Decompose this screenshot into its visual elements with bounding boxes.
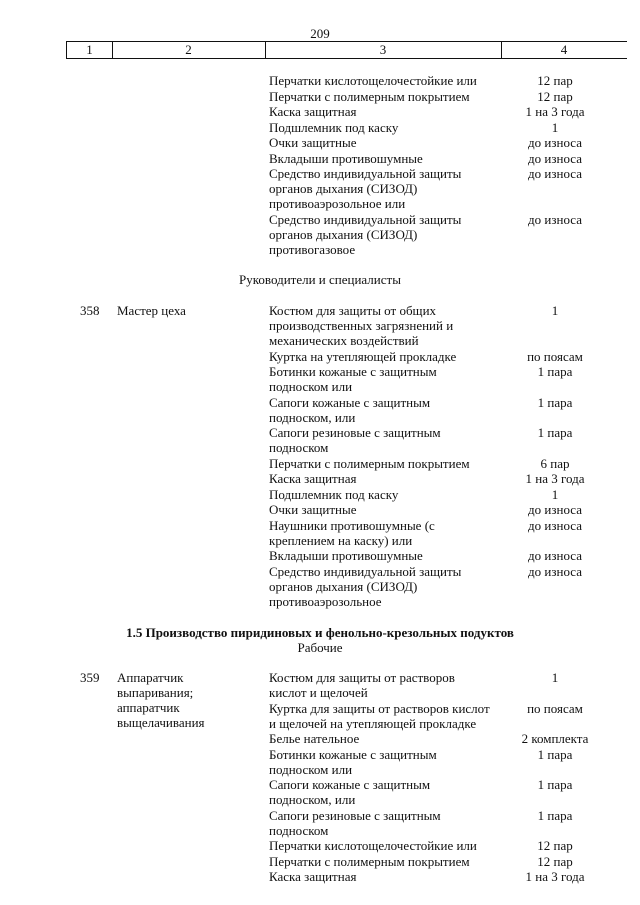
item-norm: 1 <box>551 670 559 685</box>
item-norm: 1 пара <box>537 746 573 762</box>
item-name <box>269 838 477 853</box>
item-name <box>269 303 453 348</box>
item-name-line: Куртка для защиты от растворов кислот <box>269 700 490 716</box>
item-name-line: Костюм для защиты от общих <box>269 303 437 318</box>
item-name <box>269 808 441 838</box>
item-norm: 1 <box>551 486 559 502</box>
item-norm: 1 пара <box>537 807 573 823</box>
item-norm: 1 пара <box>537 425 573 440</box>
item-name-line: Перчатки с полимерным покрытием <box>269 853 470 869</box>
item-norm: по поясам <box>527 348 583 364</box>
item-name-line: кислот и щелочей <box>269 685 368 700</box>
item-name <box>269 349 456 364</box>
item-norm: 1 пара <box>537 394 573 410</box>
entry-profession-line: Мастер цеха <box>117 303 186 318</box>
item-name-line: Средство индивидуальной защиты <box>269 166 462 181</box>
item-norm: 1 <box>551 119 559 135</box>
item-name <box>269 670 455 700</box>
item-name-line: Куртка на утепляющей прокладке <box>269 348 457 364</box>
section-heading-managers: Руководители и специалисты <box>239 272 401 287</box>
item-name <box>269 854 470 869</box>
item-name <box>269 548 423 563</box>
item-name-line: Перчатки с полимерным покрытием <box>269 455 470 471</box>
item-norm: до износа <box>528 517 582 533</box>
item-norm: до износа <box>528 211 582 227</box>
header-col-3: 3 <box>379 42 387 57</box>
item-name <box>269 731 359 746</box>
item-name-line: Наушники противошумные (с <box>269 517 435 533</box>
item-norm: 1 на 3 года <box>525 869 585 884</box>
item-name <box>269 456 470 471</box>
item-norm: 1 <box>551 303 559 318</box>
item-name <box>269 166 461 211</box>
item-name-line: Сапоги кожаные с защитным <box>269 777 431 792</box>
item-name-line: подноском или <box>269 761 353 777</box>
header-col-4: 4 <box>560 42 568 57</box>
item-name <box>269 425 441 455</box>
item-name-line: подноском <box>269 440 329 455</box>
item-norm: 2 комплекта <box>521 731 589 746</box>
item-name-line: подноском, или <box>269 792 356 807</box>
item-name-line: противоаэрозольное <box>269 593 382 609</box>
item-name <box>269 564 461 609</box>
item-name-line: органов дыхания (СИЗОД) <box>269 226 418 242</box>
item-name <box>269 502 356 517</box>
header-col-1: 1 <box>86 42 93 57</box>
item-name-line: Костюм для защиты от растворов <box>269 670 455 685</box>
item-name <box>269 135 356 150</box>
item-name-line: Каска защитная <box>269 471 357 486</box>
item-name <box>269 120 398 135</box>
entry-profession-line: выщелачивания <box>117 715 205 730</box>
item-norm: 12 пар <box>537 853 573 869</box>
item-name-line: Сапоги резиновые с защитным <box>269 425 441 440</box>
item-norm: до износа <box>528 150 582 166</box>
item-name-line: Перчатки кислотощелочестойкие или <box>269 73 477 88</box>
item-name-line: Средство индивидуальной защиты <box>269 211 462 227</box>
item-name-line: Каска защитная <box>269 104 357 119</box>
table-header <box>66 41 627 59</box>
entry-number: 358 <box>80 303 100 318</box>
item-name-line: Подшлемник под каску <box>269 486 399 502</box>
item-norm: до износа <box>528 563 582 579</box>
item-name-line: Очки защитные <box>269 502 357 517</box>
item-name <box>269 89 470 104</box>
item-norm: по поясам <box>527 700 583 716</box>
item-name-line: органов дыхания (СИЗОД) <box>269 181 418 196</box>
item-name-line: противогазовое <box>269 241 356 257</box>
item-name <box>269 701 490 731</box>
item-name-line: Подшлемник под каску <box>269 119 399 135</box>
item-name-line: подноском <box>269 822 329 838</box>
item-name <box>269 104 356 119</box>
item-name <box>269 777 430 807</box>
item-name-line: механических воздействий <box>269 333 419 348</box>
item-norm: до износа <box>528 166 582 181</box>
item-norm: 1 на 3 года <box>525 471 585 486</box>
entry-number: 359 <box>80 670 100 685</box>
item-name <box>269 73 477 88</box>
item-norm: 12 пар <box>537 88 573 104</box>
item-norm: 12 пар <box>537 73 573 88</box>
item-name-line: подноском, или <box>269 409 356 425</box>
entry-profession-line: выпаривания; <box>117 685 194 700</box>
item-name-line: Сапоги резиновые с защитным <box>269 807 441 823</box>
section-title: 1.5 Производство пиридиновых и фенольно-крезольных подуктов <box>126 625 514 640</box>
item-name-line: креплением на каску) или <box>269 532 413 548</box>
item-name-line: Перчатки кислотощелочестойкие или <box>269 838 477 853</box>
item-name-line: органов дыхания (СИЗОД) <box>269 578 418 594</box>
item-norm: 6 пар <box>540 455 570 471</box>
item-name <box>269 364 437 394</box>
item-name-line: Ботинки кожаные с защитным <box>269 746 437 762</box>
item-name <box>269 212 461 257</box>
item-norm: 1 пара <box>537 777 573 792</box>
page-number: 209 <box>310 26 330 41</box>
item-name <box>269 151 423 166</box>
item-name <box>269 395 430 425</box>
item-name <box>269 869 356 884</box>
item-name-line: Вкладыши противошумные <box>269 150 423 166</box>
item-name <box>269 747 437 777</box>
item-name-line: противоаэрозольное или <box>269 196 406 211</box>
entry-profession <box>117 303 186 318</box>
item-name-line: подноском или <box>269 379 353 394</box>
item-name <box>269 518 435 548</box>
item-norm: 12 пар <box>537 838 573 853</box>
item-name-line: Средство индивидуальной защиты <box>269 563 462 579</box>
item-name-line: и щелочей на утепляющей прокладке <box>269 715 477 731</box>
entry-profession-line: аппаратчик <box>117 700 180 715</box>
item-norm: 1 на 3 года <box>525 104 585 119</box>
item-norm: 1 пара <box>537 364 573 379</box>
item-name-line: производственных загрязнений и <box>269 318 454 333</box>
entry-profession <box>117 670 205 730</box>
item-name <box>269 471 356 486</box>
item-name-line: Каска защитная <box>269 869 357 884</box>
entry-profession-line: Аппаратчик <box>117 670 184 685</box>
item-norm: до износа <box>528 502 582 517</box>
item-name <box>269 487 398 502</box>
section-subtitle: Рабочие <box>297 640 343 655</box>
item-norm: до износа <box>528 548 582 563</box>
item-name-line: Сапоги кожаные с защитным <box>269 394 431 410</box>
item-name-line: Очки защитные <box>269 135 357 150</box>
item-name-line: Вкладыши противошумные <box>269 548 423 563</box>
item-name-line: Перчатки с полимерным покрытием <box>269 88 470 104</box>
header-col-2: 2 <box>185 42 192 57</box>
item-name-line: Ботинки кожаные с защитным <box>269 364 437 379</box>
item-norm: до износа <box>528 135 582 150</box>
item-name-line: Белье нательное <box>269 731 360 746</box>
